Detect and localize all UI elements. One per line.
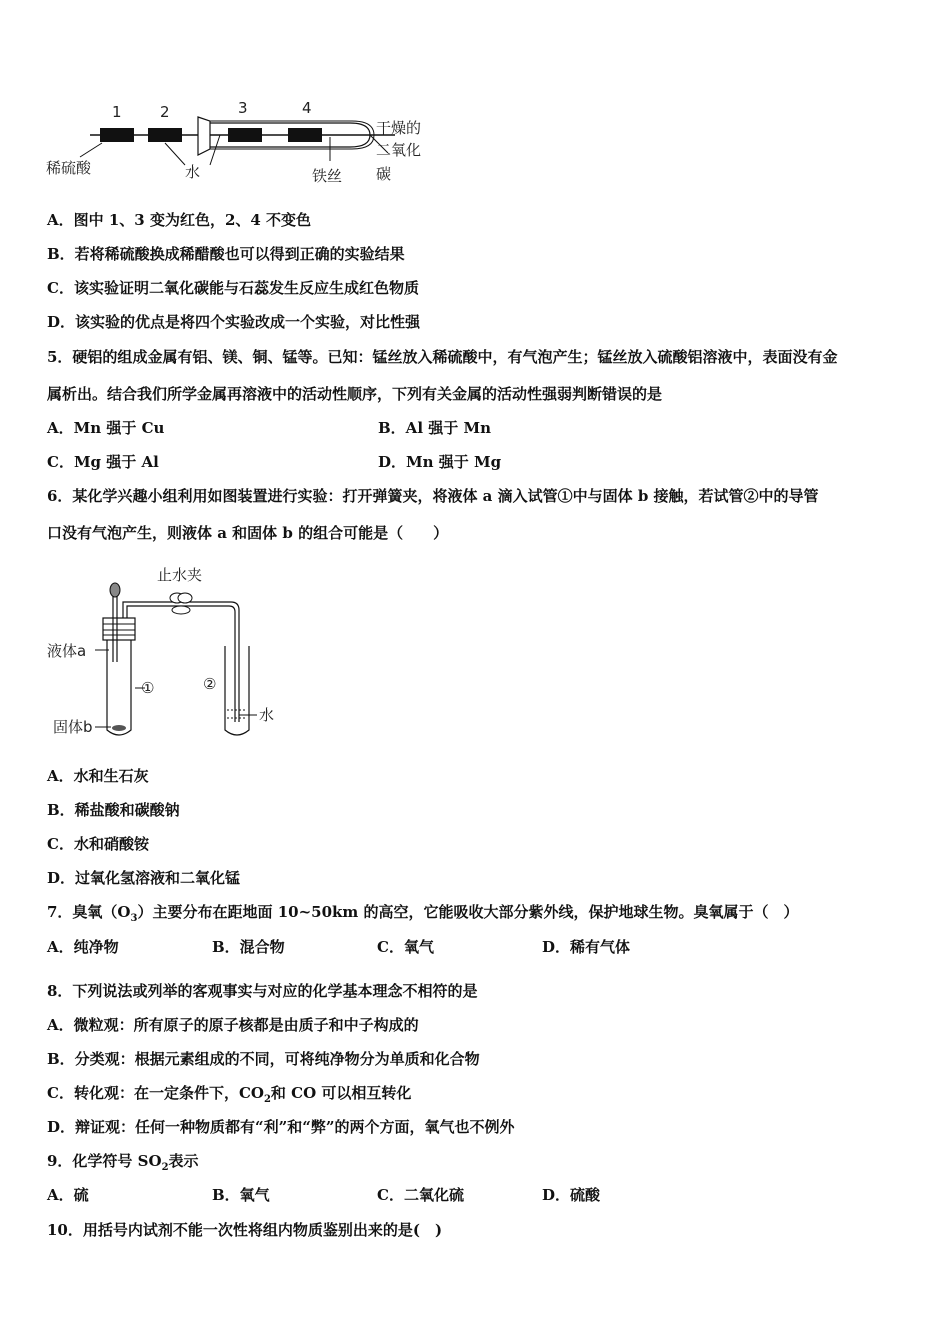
q5-option-b: B．Al 强于 Mn (378, 419, 491, 437)
strip-1-number: 1 (112, 103, 122, 121)
q8-option-c: C．转化观：在一定条件下，$CO_2$和 CO 可以相互转化 (47, 1084, 412, 1105)
q10-stem: 10．用括号内试剂不能一次性将组内物质鉴别出来的是( ) (47, 1221, 443, 1239)
q7-option-c: C．氧气 (377, 938, 434, 956)
q6-option-d: D．过氧化氢溶液和二氧化锰 (47, 869, 241, 887)
liquid-a-label: 液体a (47, 642, 87, 660)
q4-option-c: C．该实验证明二氧化碳能与石蕊发生反应生成红色物质 (47, 279, 419, 297)
q9-option-d: D．硫酸 (542, 1186, 601, 1204)
q9-option-a: A．硫 (47, 1186, 89, 1204)
strip-4 (288, 128, 322, 142)
iron-wire-label: 铁丝 (312, 167, 343, 185)
strip-4-number: 4 (302, 99, 312, 117)
q4-option-a: A．图中 1、3 变为红色，2、4 不变色 (47, 211, 312, 229)
q7-stem: 7．臭氧$(O_3)$主要分布在距地面 10~50km 的高空，它能吸收大部分紫外线，保护地球生物。臭氧属于（ ） (47, 903, 799, 924)
strip-2 (148, 128, 182, 142)
clamp-label: 止水夹 (157, 566, 203, 584)
q9-option-c: C．二氧化硫 (377, 1186, 464, 1204)
q7-option-a: A．纯净物 (47, 938, 119, 956)
solid-b-label: 固体b (53, 718, 93, 736)
q7-option-d: D．稀有气体 (542, 938, 631, 956)
strip-3 (228, 128, 262, 142)
q5-stem-line1: 5．硬铝的组成金属有铝、镁、铜、锰等。已知：锰丝放入稀硫酸中，有气泡产生；锰丝放入硫酸铝溶液中，表面没有金 (47, 348, 838, 366)
water-label: 水 (185, 163, 201, 181)
strip-2-number: 2 (160, 103, 170, 121)
figure-test-tube-apparatus (45, 562, 285, 747)
q6-stem-line1: 6．某化学兴趣小组利用如图装置进行实验：打开弹簧夹，将液体 a 滴入试管①中与固体 b 接触，若试管②中的导管 (47, 487, 819, 505)
q5-option-c: C．Mg 强于 Al (47, 453, 159, 471)
q6-option-b: B．稀盐酸和碳酸钠 (47, 801, 180, 819)
figure-litmus-experiment (40, 95, 440, 190)
acid-label: 稀硫酸 (46, 159, 92, 177)
q5-option-a: A．Mn 强于 Cu (47, 419, 165, 437)
gas-label-line3: 碳 (376, 165, 392, 183)
q8-stem: 8．下列说法或列举的客观事实与对应的化学基本理念不相符的是 (47, 982, 478, 1000)
q6-stem-line2: 口没有气泡产生，则液体 a 和固体 b 的组合可能是（ ） (47, 524, 449, 542)
q8-option-b: B．分类观：根据元素组成的不同，可将纯净物分为单质和化合物 (47, 1050, 480, 1068)
tube-1-label: ① (141, 679, 155, 697)
q8-option-a: A．微粒观：所有原子的原子核都是由质子和中子构成的 (47, 1016, 419, 1034)
water-in-tube-label: 水 (259, 706, 275, 724)
gas-label-line2: 二氧化 (376, 141, 422, 159)
q4-option-d: D．该实验的优点是将四个实验改成一个实验，对比性强 (47, 313, 421, 331)
tube-2-label: ② (203, 675, 217, 693)
q6-option-c: C．水和硝酸铵 (47, 835, 149, 853)
q6-option-a: A．水和生石灰 (47, 767, 149, 785)
q5-stem-line2: 属析出。结合我们所学金属再溶液中的活动性顺序，下列有关金属的活动性强弱判断错误的是 (47, 385, 663, 403)
q8-option-d: D．辩证观：任何一种物质都有“利”和“弊”的两个方面，氧气也不例外 (47, 1118, 515, 1136)
strip-1 (100, 128, 134, 142)
q5-option-d: D．Mn 强于 Mg (378, 453, 502, 471)
q4-option-b: B．若将稀硫酸换成稀醋酸也可以得到正确的实验结果 (47, 245, 405, 263)
gas-label-line1: 干燥的 (376, 119, 422, 137)
q9-stem: 9．化学符号 $SO_2$表示 (47, 1152, 199, 1173)
strip-3-number: 3 (238, 99, 248, 117)
q9-option-b: B．氧气 (212, 1186, 270, 1204)
q7-option-b: B．混合物 (212, 938, 285, 956)
